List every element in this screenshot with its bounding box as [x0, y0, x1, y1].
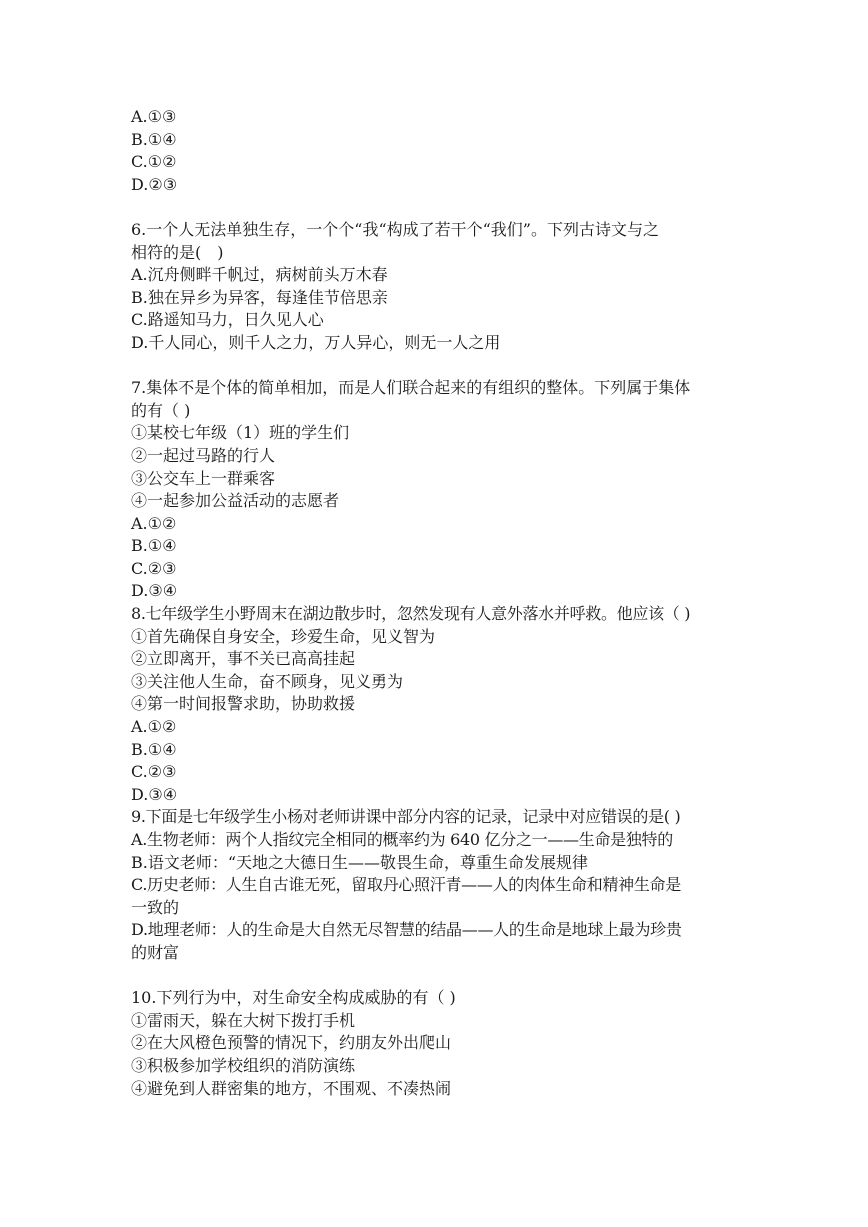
question-6	[131, 219, 741, 355]
q6-option-a: A.沉舟侧畔千帆过，病树前头万木春	[131, 265, 388, 285]
q9-option-d-line-2: 的财富	[131, 942, 180, 962]
q7-item-2: ②一起过马路的行人	[131, 445, 276, 465]
q7-item-3: ③公交车上一群乘客	[131, 468, 276, 488]
q9-option-a: A.生物老师：两个人指纹完全相同的概率约为 640 亿分之一——生命是独特的	[131, 830, 673, 849]
q8-option-d: D.③④	[131, 784, 178, 804]
question-8	[131, 603, 741, 806]
q8-option-c: C.②③	[131, 762, 177, 782]
q5-option-c: C.①②	[131, 152, 177, 172]
q7-option-c: C.②③	[131, 558, 177, 578]
question-7	[131, 377, 741, 603]
q7-option-b: B.①④	[131, 536, 177, 556]
q10-item-2: ②在大风橙色预警的情况下，约朋友外出爬山	[131, 1033, 452, 1053]
q5-option-a: A.①③	[131, 107, 177, 126]
question-9	[131, 806, 741, 964]
q8-item-4: ④第一时间报警求助，协助救援	[131, 694, 356, 714]
spacer	[131, 196, 741, 219]
q6-stem-line-1: 6.一个人无法单独生存，一个个“我“构成了若干个“我们”。下列古诗文与之	[131, 219, 659, 239]
q9-option-c-line-1: C.历史老师：人生自古谁无死，留取丹心照汗青——人的肉体生命和精神生命是	[131, 875, 681, 895]
q7-item-1: ①某校七年级（1）班的学生们	[131, 423, 350, 443]
q10-stem-line-1: 10.下列行为中，对生命安全构成威胁的有（ )	[131, 988, 456, 1008]
q7-option-d: D.③④	[131, 581, 178, 601]
q6-option-b: B.独在异乡为异客，每逢佳节倍思亲	[131, 287, 388, 307]
q5-option-b: B.①④	[131, 129, 177, 149]
q10-item-1: ①雷雨天，躲在大树下拨打手机	[131, 1010, 356, 1030]
q10-item-4: ④避免到人群密集的地方，不围观、不凑热闹	[131, 1078, 452, 1098]
q8-item-1: ①首先确保自身安全，珍爱生命，见义智为	[131, 626, 436, 646]
spacer	[131, 355, 741, 378]
q5-option-d: D.②③	[131, 174, 178, 194]
q8-item-2: ②立即离开，事不关已高高挂起	[131, 649, 356, 669]
q6-stem-line-2: 相符的是( )	[131, 242, 224, 262]
q9-option-b: B.语文老师：“天地之大德日生——敬畏生命，尊重生命发展规律	[131, 852, 589, 872]
q8-option-a: A.①②	[131, 717, 177, 737]
worksheet-page	[131, 106, 741, 1100]
q6-option-c: C.路遥知马力，日久见人心	[131, 310, 324, 330]
q8-stem-line-1: 8.七年级学生小野周末在湖边散步时，忽然发现有人意外落水并呼救。他应该（ )	[131, 604, 691, 624]
q10-item-3: ③积极参加学校组织的消防演练	[131, 1055, 356, 1075]
q7-item-4: ④一起参加公益活动的志愿者	[131, 491, 340, 511]
q8-option-b: B.①④	[131, 739, 177, 759]
q8-item-3: ③关注他人生命，奋不顾身，见义勇为	[131, 671, 404, 691]
q7-option-a: A.①②	[131, 513, 177, 533]
q7-stem-line-1: 7.集体不是个体的简单相加，而是人们联合起来的有组织的整体。下列属于集体	[131, 378, 691, 398]
q9-stem-line-1: 9.下面是七年级学生小杨对老师讲课中部分内容的记录，记录中对应错误的是( )	[131, 807, 681, 827]
question-5-options	[131, 106, 741, 196]
question-10	[131, 987, 741, 1100]
q9-option-d-line-1: D.地理老师：人的生命是大自然无尽智慧的结晶——人的生命是地球上最为珍贵	[131, 920, 682, 940]
spacer	[131, 965, 741, 988]
q7-stem-line-2: 的有（ )	[131, 400, 191, 420]
q6-option-d: D.千人同心，则千人之力，万人异心，则无一人之用	[131, 332, 501, 352]
q9-option-c-line-2: 一致的	[131, 897, 180, 917]
